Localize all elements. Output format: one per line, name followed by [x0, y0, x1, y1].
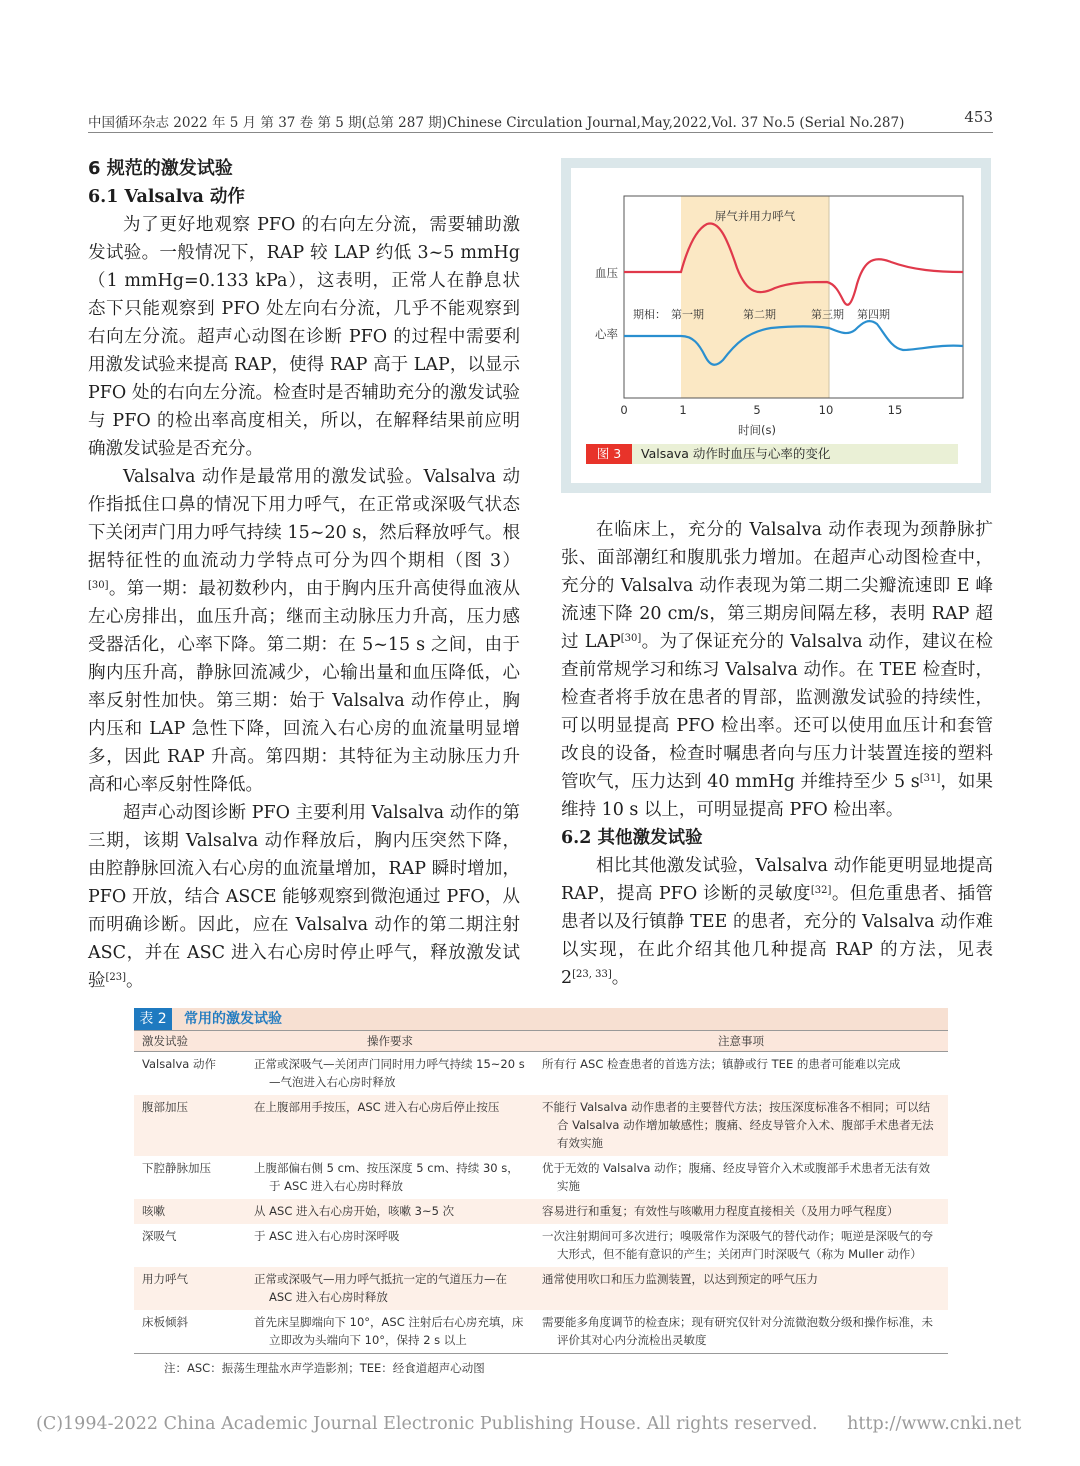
cnki-link[interactable]: http://www.cnki.net [847, 1414, 1022, 1434]
column-header: 操作要求 [246, 1031, 534, 1052]
table-row [134, 1095, 948, 1156]
x-tick-label: 0 [620, 403, 628, 417]
operation-cell: 正常或深吸气—关闭声门同时用力呼气持续 15~20 s—气泡进入右心房时释放 [254, 1057, 525, 1089]
table-title: 常用的激发试验 [184, 1011, 282, 1027]
journal-line: 中国循环杂志 2022 年 5 月 第 37 卷 第 5 期(总第 287 期)Chinese Circulation Journal,May,2022,Vol. 37 No.5 (Serial No.287) [88, 115, 905, 131]
table-2 [134, 1008, 948, 1376]
test-name-cell: 下腔静脉加压 [142, 1161, 211, 1175]
subsection-title-6-2: 6.2 其他激发试验 [561, 828, 703, 848]
bp-axis-label: 血压 [595, 266, 618, 280]
phase3-label: 第三期 [811, 308, 844, 321]
valsalva-chart [571, 168, 981, 448]
notes-cell: 不能行 Valsalva 动作患者的主要替代方法；按压深度标准各不相同；可以结合 Valsalva 动作增加敏感性；腹痛、经皮导管介入术、腹部手术患者无法有效实施 [534, 1095, 948, 1156]
column-header: 激发试验 [134, 1031, 246, 1052]
provocation-table [134, 1030, 948, 1354]
subsection-title-6-1: 6.1 Valsalva 动作 [88, 187, 245, 207]
page-header [88, 108, 993, 132]
left-column [88, 155, 520, 995]
table-title-bar [134, 1008, 948, 1030]
phase2-label: 第二期 [743, 308, 776, 321]
table-row [134, 1156, 948, 1199]
paragraph: Valsalva 动作是最常用的激发试验。Valsalva 动作指抵住口鼻的情况下用力呼气，在正常或深吸气状态下关闭声门用力呼气持续 15~20 s，然后释放呼气。根据特征性的血流动力学特点可分为四个期相（图 3）[30]。第一期：最初数秒内，由于胸内压升高使得血液从左心房排出，血压升高；继而主动脉压力升高，压力感受器活化，心率下降。第二期：在 5~15 s 之间，由于胸内压升高，静脉回流减少，心输出量和血压降低，心率反射性加快。第三期：始于 Valsalva 动作停止，胸内压和 LAP 急性下降，回流入右心房的血流量明显增多，因此 RAP 升高。第四期：其特征为主动脉压力升高和心率反射性降低。 [88, 467, 520, 795]
test-name-cell: 咳嗽 [134, 1199, 246, 1224]
notes-cell: 容易进行和重复；有效性与咳嗽用力程度直接相关（及用力呼气程度） [534, 1199, 948, 1224]
figure-caption [586, 444, 958, 464]
test-name-cell: 深吸气 [142, 1229, 177, 1243]
operation-cell: 正常或深吸气—用力呼气抵抗一定的气道压力—在 ASC 进入右心房时释放 [246, 1267, 534, 1310]
x-tick-label: 5 [753, 403, 761, 417]
test-name-cell: 腹部加压 [134, 1095, 246, 1156]
page-number: 453 [964, 108, 993, 126]
notes-cell: 优于无效的 Valsalva 动作；腹痛、经皮导管介入术或腹部手术患者无法有效实施 [542, 1161, 931, 1193]
citation[interactable]: [23, 33] [572, 969, 612, 980]
table-row [134, 1224, 948, 1267]
x-tick-label: 1 [679, 403, 687, 417]
table-header-row [134, 1031, 948, 1052]
x-axis-title: 时间(s) [738, 423, 776, 437]
test-name-cell: 用力呼气 [134, 1267, 246, 1310]
citation[interactable]: [30] [88, 580, 109, 591]
figure-label: 图 3 [586, 444, 632, 464]
test-name-cell: 床板倾斜 [134, 1310, 246, 1354]
table-row [134, 1052, 948, 1096]
citation[interactable]: [23] [105, 972, 127, 983]
table-row [134, 1199, 948, 1224]
phase1-label: 第一期 [671, 308, 704, 321]
shaded-region-label: 屏气并用力呼气 [714, 209, 796, 223]
right-column [561, 516, 993, 992]
paragraph: 在临床上，充分的 Valsalva 动作表现为颈静脉扩张、面部潮红和腹肌张力增加。在超声心动图检查中，充分的 Valsalva 动作表现为第二期二尖瓣流速即 E 峰流速下降 20 cm/s，第三期房间隔左移，表明 RAP 超过 LAP[30]。为了保证充分的 Valsalva 动作，建议在检查前常规学习和练习 Valsalva 动作。在 TEE 检查时，检查者将手放在患者的胃部，监测激发试验的持续性，可以明显提高 PFO 检出率。还可以使用血压计和套管改良的设备，检查时嘱患者向与压力计装置连接的塑料管吹气，压力达到 40 mmHg 并维持至少 5 s[31]，如果维持 10 s 以上，可明显提高 PFO 检出率。 [561, 520, 993, 820]
operation-cell: 从 ASC 进入右心房开始，咳嗽 3~5 次 [246, 1199, 534, 1224]
notes-cell: 通常使用吹口和压力监测装置，以达到预定的呼气压力 [534, 1267, 948, 1310]
test-name-cell: Valsalva 动作 [142, 1057, 216, 1071]
operation-cell: 首先床呈脚端向下 10°，ASC 注射后右心房充填，床立即改为头端向下 10°，保持 2 s 以上 [246, 1310, 534, 1354]
notes-cell: 所有行 ASC 检查患者的首选方法；镇静或行 TEE 的患者可能难以完成 [542, 1057, 901, 1071]
figure-caption-text: Valsava 动作时血压与心率的变化 [641, 446, 831, 461]
figure-panel [571, 168, 981, 483]
paragraph: 超声心动图诊断 PFO 主要利用 Valsalva 动作的第三期，该期 Valsalva 动作释放后，胸内压突然下降，由腔静脉回流入右心房的血流量增加，RAP 瞬时增加，PFO 开放，结合 ASCE 能够观察到微泡通过 PFO，从而明确诊断。因此，应在 Valsalva 动作的第二期注射 ASC，并在 ASC 进入右心房时停止呼气，释放激发试验[23]。 [88, 803, 520, 991]
notes-cell: 一次注射期间可多次进行；嗅吸常作为深吸气的替代动作；呃逆是深吸气的夸大形式，但不能有意识的产生；关闭声门时深吸气（称为 Muller 动作） [542, 1229, 933, 1261]
section-title: 6 规范的激发试验 [88, 158, 233, 179]
hr-axis-label: 心率 [595, 327, 618, 341]
phase-prefix-label: 期相： [633, 308, 666, 321]
citation[interactable]: [31] [919, 773, 941, 784]
citation[interactable]: [32] [810, 885, 832, 896]
table-row [134, 1310, 948, 1354]
notes-cell: 需要能多角度调节的检查床；现有研究仅针对分流微泡数分级和操作标准，未评价其对心内分流检出灵敏度 [534, 1310, 948, 1354]
paragraph: 为了更好地观察 PFO 的右向左分流，需要辅助激发试验。一般情况下，RAP 较 LAP 约低 3~5 mmHg（1 mmHg=0.133 kPa），这表明，正常人在静息状态下只能观察到 PFO 处左向右分流，几乎不能观察到右向左分流。超声心动图在诊断 PFO 的过程中需要利用激发试验来提高 RAP，使得 RAP 高于 LAP，以显示 PFO 处的右向左分流。检查时是否辅助充分的激发试验与 PFO 的检出率高度相关，所以，在解释结果前应明确激发试验是否充分。 [88, 215, 520, 459]
column-header: 注意事项 [534, 1031, 948, 1052]
operation-cell: 于 ASC 进入右心房时深呼吸 [254, 1229, 400, 1243]
table-label: 表 2 [134, 1008, 172, 1030]
x-tick-label: 15 [887, 403, 903, 417]
header-rule [88, 132, 993, 133]
paragraph: 相比其他激发试验，Valsalva 动作能更明显地提高 RAP，提高 PFO 诊断的灵敏度[32]。但危重患者、插管患者以及行镇静 TEE 的患者，充分的 Valsalva 动作难以实现，在此介绍其他几种提高 RAP 的方法，见表 2[23, 33]。 [561, 856, 994, 988]
figure-3 [561, 158, 991, 493]
phase4-label: 第四期 [857, 308, 890, 321]
operation-cell: 上腹部偏右侧 5 cm、按压深度 5 cm、持续 30 s，于 ASC 进入右心房时释放 [254, 1161, 519, 1193]
x-tick-label: 10 [818, 403, 834, 417]
operation-cell: 在上腹部用手按压，ASC 进入右心房后停止按压 [246, 1095, 534, 1156]
table-row [134, 1267, 948, 1310]
table-footnote: 注：ASC：振荡生理盐水声学造影剂；TEE：经食道超声心动图 [164, 1361, 485, 1375]
citation[interactable]: [30] [620, 633, 642, 644]
copyright-text: (C)1994-2022 China Academic Journal Electronic Publishing House. All rights reserved. [36, 1414, 818, 1434]
page-footer [36, 1414, 1022, 1434]
